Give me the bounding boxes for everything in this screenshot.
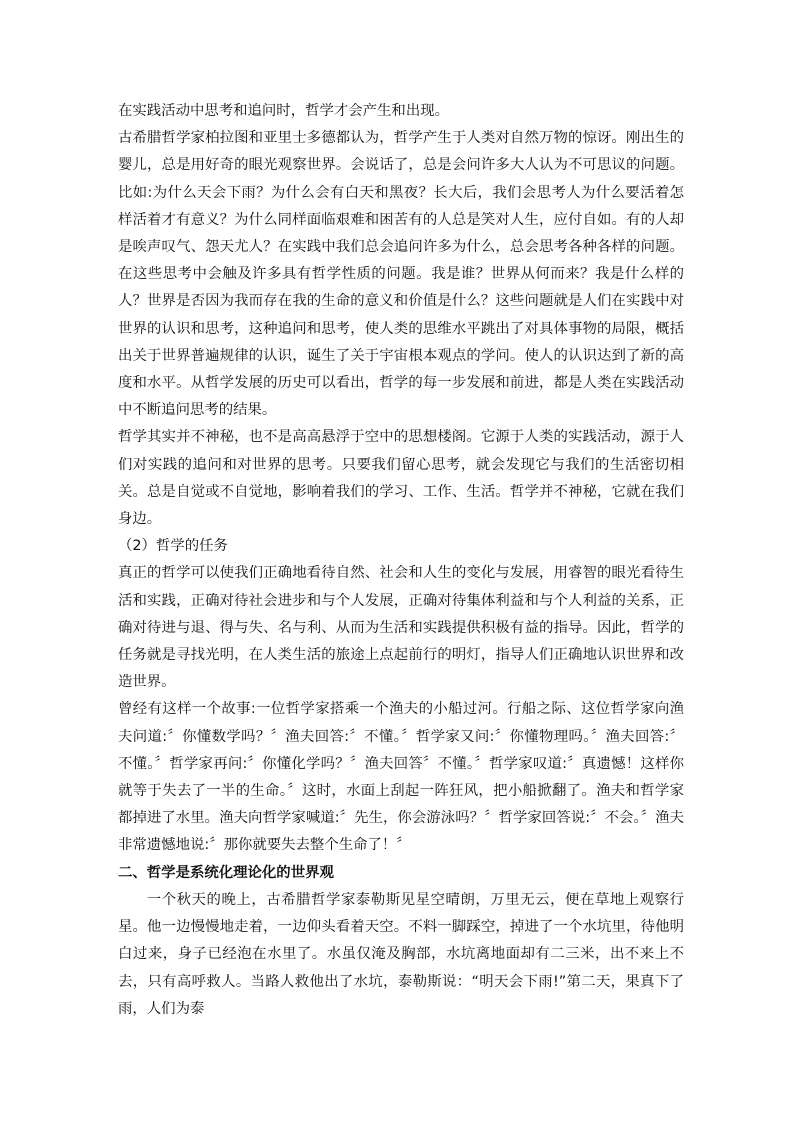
paragraph-thales-story: 一个秋天的晚上，古希腊哲学家泰勒斯见星空晴朗，万里无云，便在草地上观察行星。他一边慢慢地走着，一边仰头看着天空。不料一脚踩空，掉进了一个水坑里，待他明白过来，身子已经泡在水里了。水虽仅淹及胸部，水坑离地面却有二三米，出不来上不去，只有高呼救人。当路人救他出了水坑，泰勒斯说：“明天会下雨!”第二天，果真下了雨，人们为泰 — [118, 891, 684, 1017]
section-heading: 二、哲学是系统化理论化的世界观 — [118, 864, 334, 881]
document-body — [118, 98, 684, 1023]
paragraph-intro-end: 在实践活动中思考和追问时，哲学才会产生和出现。 — [118, 103, 449, 119]
paragraph-task-of-philosophy: 真正的哲学可以使我们正确地看待自然、社会和人生的变化与发展，用睿智的眼光看待生活和实践，正确对待社会进步和与个人发展，正确对待集体利益和与个人利益的关系，正确对待进与退、得与失、名与利、从而为生活和实践提供积极有益的指导。因此，哲学的任务就是寻找光明，在人类生活的旅途上点起前行的明灯，指导人们正确地认识世界和改造世界。 — [118, 565, 684, 691]
paragraph-origin-of-philosophy: 古希腊哲学家柏拉图和亚里士多德都认为，哲学产生于人类对自然万物的惊讶。刚出生的婴儿，总是用好奇的眼光观察世界。会说话了，总是会问许多大人认为不可思议的问题。比如:为什么天会下雨？为什么会有白天和黑夜？长大后，我们会思考人为什么要活着怎样活着才有意义？为什么同样面临艰难和困苦有的人总是笑对人生，应付自如。有的人却是唉声叹气、怨天尤人？在实践中我们总会追问许多为什么，总会思考各种各样的问题。在这些思考中会触及许多具有哲学性质的问题。我是谁？世界从何而来？我是什么样的人？世界是否因为我而存在我的生命的意义和价值是什么？这些问题就是人们在实践中对世界的认识和思考，这种追问和思考，使人类的思维水平跳出了对具体事物的局限，概括出关于世界普遍规律的认识，诞生了关于宇宙根本观点的学问。使人的认识达到了新的高度和水平。从哲学发展的历史可以看出，哲学的每一步发展和前进，都是人类在实践活动中不断追问思考的结果。 — [118, 130, 684, 419]
subheading-task-of-philosophy: （2）哲学的任务 — [118, 538, 228, 555]
paragraph-philosophy-not-mysterious: 哲学其实并不神秘，也不是高高悬浮于空中的思想楼阁。它源于人类的实践活动，源于人们对实践的追问和对世界的思考。只要我们留心思考，就会发现它与我们的生活密切相关。总是自觉或不自觉地，影响着我们的学习、工作、生活。哲学并不神秘，它就在我们身边。 — [118, 429, 684, 528]
paragraph-fisherman-story: 曾经有这样一个故事:一位哲学家搭乘一个渔夫的小船过河。行船之际、这位哲学家向渔夫问道:〞你懂数学吗？〞渔夫回答:〞不懂。〞哲学家又问:〞你懂物理吗。〞渔夫回答:〞不懂。〞哲学家再问:〞你懂化学吗？〞渔夫回答〞不懂。〞哲学家叹道:〞真遗憾！这样你就等于失去了一半的生命。〞这时，水面上刮起一阵狂风，把小船掀翻了。渔夫和哲学家都掉进了水里。渔夫向哲学家喊道:〞先生，你会游泳吗？〞哲学家回答说:〞不会。〞渔夫非常遗憾地说:〞那你就要失去整个生命了！〞 — [118, 701, 684, 854]
